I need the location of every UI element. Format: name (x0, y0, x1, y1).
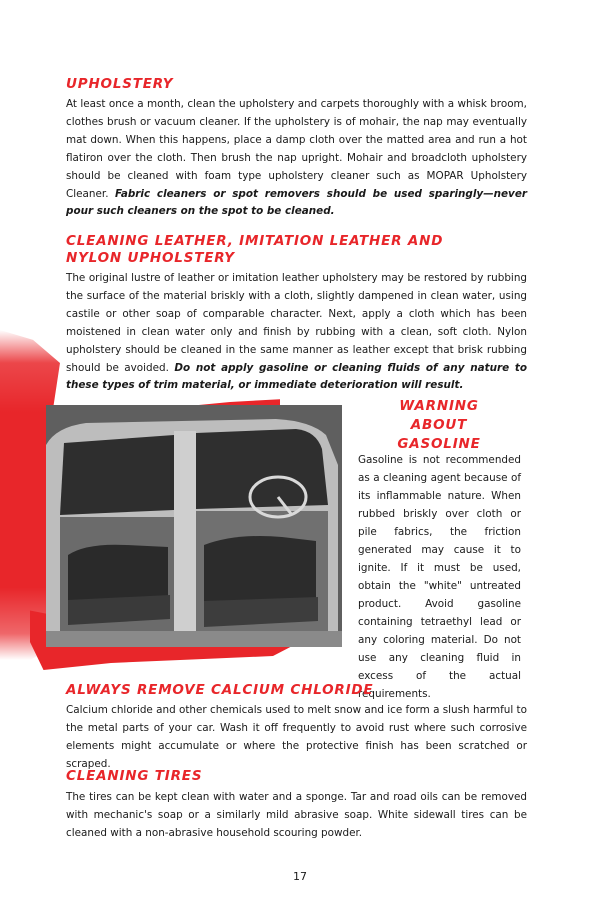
upholstery-text: At least once a month, clean the upholstery and carpets thoroughly with a whisk broom, clothes brush or vacuum cleaner. If the upholstery is of mohair, the nap may eventually mat down. When this happens, place a damp cloth over the matted area and run a hot flatiron over the cloth. Then brush the nap upright. Mohair and broadcloth upholstery should be cleaned with foam type upholstery cleaner such as MOPAR Upholstery Cleaner. (66, 98, 527, 200)
leather-heading-line2: NYLON UPHOLSTERY (66, 250, 235, 266)
calcium-paragraph: Calcium chloride and other chemicals used to melt snow and ice form a slush harmful to the metal parts of your car. Wash it off frequently to avoid rust where such corrosive elements might accumulate or where the protective finish has been scratched or scraped. (66, 704, 527, 770)
warning-heading-line3: GASOLINE (397, 436, 481, 452)
car-interior-photo (46, 405, 342, 647)
warning-heading-line2: ABOUT (410, 417, 468, 433)
warning-paragraph: Gasoline is not recommended as a cleaning agent because of its inflammable nature. When rubbed briskly over cloth or pile fabrics, the friction generated may cause it to ignite. If it must be used, obtain the "white" untreated product. Avoid gasoline containing tetraethyl lead or any coloring material. Do not use any cleaning fluid in excess of the actual requirements. (358, 454, 521, 700)
leather-heading-line1: CLEANING LEATHER, IMITATION LEATHER AND (66, 233, 444, 249)
car-interior-illustration (46, 405, 342, 647)
calcium-heading: ALWAYS REMOVE CALCIUM CHLORIDE (66, 682, 374, 698)
leather-text: The original lustre of leather or imitation leather upholstery may be restored by rubbing the surface of the material briskly with a cloth, slightly dampened in clean water, using castile or other soap of comparable character. Next, apply a cloth which has been moistened in clean water only and finish by rubbing with a clean, soft cloth. Nylon upholstery should be cleaned in the same manner as leather except that brisk rubbing should be avoided. (66, 272, 527, 374)
upholstery-heading: UPHOLSTERY (66, 76, 174, 92)
tires-heading: CLEANING TIRES (66, 768, 203, 784)
leather-paragraph (66, 270, 527, 395)
page-number: 17 (293, 870, 307, 883)
tires-paragraph: The tires can be kept clean with water and a sponge. Tar and road oils can be removed with mechanic's soap or a similarly mild abrasive soap. White sidewall tires can be cleaned with a non-abrasive household scouring powder. (66, 791, 527, 839)
warning-heading-line1: WARNING (399, 398, 479, 414)
warning-heading (358, 397, 520, 454)
leather-heading (66, 233, 443, 267)
upholstery-bold-text: Fabric cleaners or spot removers should be used sparingly—never pour such cleaners on the spot to be cleaned. (66, 187, 527, 218)
upholstery-paragraph (66, 96, 527, 221)
leather-bold-text: Do not apply gasoline or cleaning fluids of any nature to these types of trim material, or immediate deterioration will result. (66, 361, 527, 392)
